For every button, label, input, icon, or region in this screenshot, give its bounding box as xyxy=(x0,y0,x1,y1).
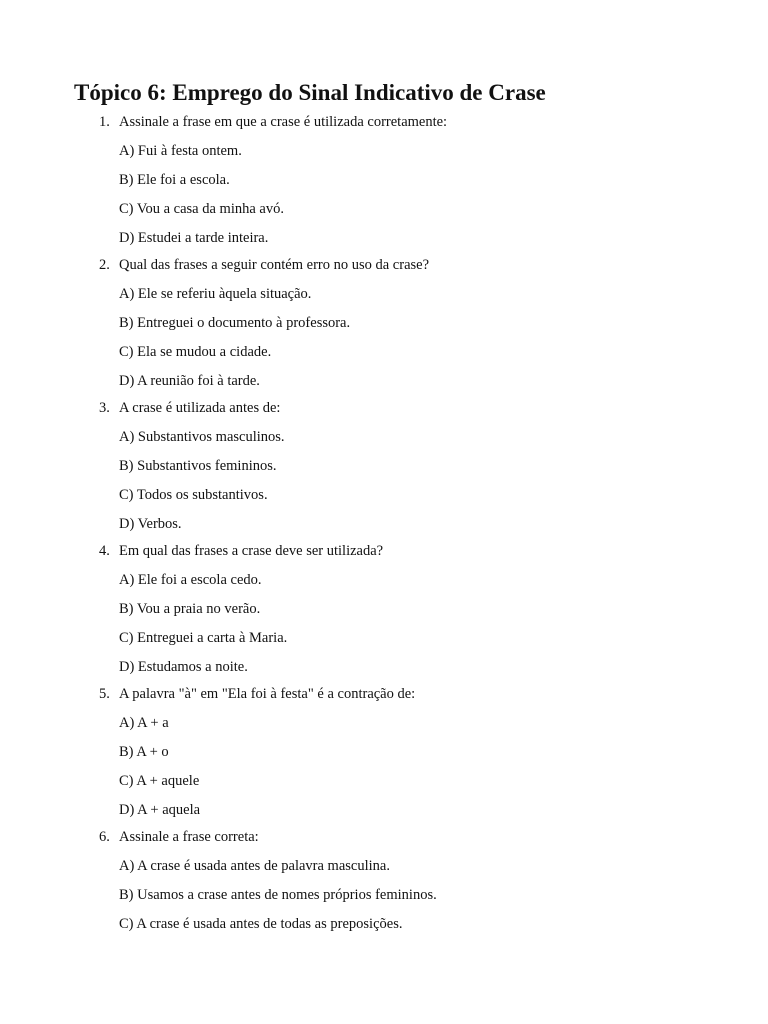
answer-option: C) A crase é usada antes de todas as preposições. xyxy=(119,916,403,932)
question-text: Qual das frases a seguir contém erro no uso da crase? xyxy=(119,257,430,273)
question-text: Assinale a frase em que a crase é utilizada corretamente: xyxy=(119,114,448,130)
question-number: 3. xyxy=(99,400,110,416)
answer-option: A) A + a xyxy=(119,715,169,731)
question-text: Em qual das frases a crase deve ser utilizada? xyxy=(119,543,384,559)
answer-option: D) Estudamos a noite. xyxy=(119,659,248,675)
answer-option: D) Verbos. xyxy=(119,516,182,532)
answer-option: C) Entreguei a carta à Maria. xyxy=(119,630,288,646)
question-number: 1. xyxy=(99,114,110,130)
question-number: 4. xyxy=(99,543,110,559)
answer-option: B) Substantivos femininos. xyxy=(119,458,277,474)
question-text: Assinale a frase correta: xyxy=(119,829,259,845)
page-title: Tópico 6: Emprego do Sinal Indicativo de Crase xyxy=(74,80,546,105)
answer-option: D) A reunião foi à tarde. xyxy=(119,373,260,389)
answer-option: D) A + aquela xyxy=(119,802,201,818)
question-text: A palavra "à" em "Ela foi à festa" é a contração de: xyxy=(119,686,416,702)
answer-option: A) Ele foi a escola cedo. xyxy=(119,572,262,588)
question-number: 6. xyxy=(99,829,110,845)
answer-option: A) Substantivos masculinos. xyxy=(119,429,285,445)
question-number: 2. xyxy=(99,257,110,273)
answer-option: B) Vou a praia no verão. xyxy=(119,601,261,617)
answer-option: B) Entreguei o documento à professora. xyxy=(119,315,351,331)
question-number: 5. xyxy=(99,686,110,702)
answer-option: A) A crase é usada antes de palavra masculina. xyxy=(119,858,390,874)
answer-option: B) Ele foi a escola. xyxy=(119,172,230,188)
answer-option: A) Fui à festa ontem. xyxy=(119,143,242,159)
answer-option: D) Estudei a tarde inteira. xyxy=(119,230,269,246)
answer-option: C) Ela se mudou a cidade. xyxy=(119,344,272,360)
answer-option: C) Vou a casa da minha avó. xyxy=(119,201,284,217)
answer-option: C) A + aquele xyxy=(119,773,200,789)
question-text: A crase é utilizada antes de: xyxy=(119,400,281,416)
answer-option: A) Ele se referiu àquela situação. xyxy=(119,286,312,302)
answer-option: B) Usamos a crase antes de nomes próprios femininos. xyxy=(119,887,437,903)
answer-option: C) Todos os substantivos. xyxy=(119,487,268,503)
answer-option: B) A + o xyxy=(119,744,169,760)
